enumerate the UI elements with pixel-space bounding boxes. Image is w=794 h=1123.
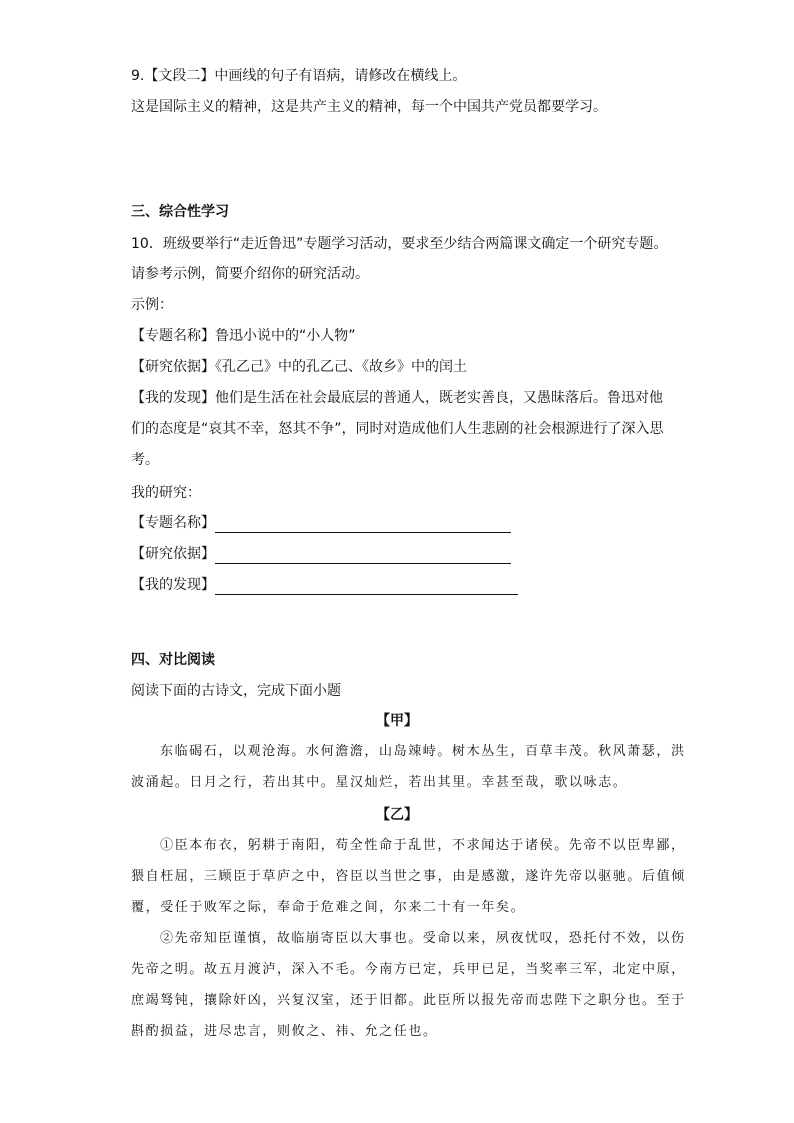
- example-finding-line3: 考。: [131, 452, 159, 468]
- my-basis-label: 【研究依据】: [131, 546, 215, 562]
- yi-p2-line1: ②先帝知臣谨慎，故临崩寄臣以大事也。受命以来，夙夜忧叹，恐托付不效，以伤: [160, 931, 686, 946]
- example-label: 示例：: [131, 297, 173, 313]
- yi-p2-line2: 先帝之明。故五月渡泸，深入不毛。今南方已定，兵甲已足，当奖率三军，北定中原，: [131, 962, 686, 977]
- example-basis: 【研究依据】《孔乙己》中的孔乙己、《故乡》中的闰土: [131, 359, 467, 375]
- example-finding-line2: 们的态度是“哀其不幸，怒其不争”，同时对造成他们人生悲剧的社会根源进行了深入思: [131, 421, 664, 437]
- topic-answer-blank[interactable]: [215, 516, 511, 533]
- jia-line1: 东临碣石，以观沧海。水何澹澹，山岛竦峙。树木丛生，百草丰茂。秋风萧瑟，洪: [160, 744, 686, 759]
- q9-sentence: 这是国际主义的精神，这是共产主义的精神，每一个中国共产党员都要学习。: [131, 99, 607, 115]
- my-research-label: 我的研究：: [131, 485, 201, 501]
- finding-answer-blank[interactable]: [215, 578, 518, 595]
- yi-p1-line2: 猥自枉屈，三顾臣于草庐之中，咨臣以当世之事，由是感激，遂许先帝以驱驰。后值倾: [131, 869, 686, 884]
- my-finding-row: [131, 575, 518, 595]
- yi-p2-line4: 斟酌损益，进尽忠言，则攸之、祎、允之任也。: [131, 1024, 438, 1039]
- q10-line2: 请参考示例，简要介绍你的研究活动。: [131, 266, 369, 282]
- my-topic-row: [131, 513, 511, 533]
- example-topic: 【专题名称】鲁迅小说中的“小人物”: [131, 328, 356, 344]
- yi-p1-line1: ①臣本布衣，躬耕于南阳，苟全性命于乱世，不求闻达于诸侯。先帝不以臣卑鄙，: [160, 838, 686, 853]
- q10-line1: 10．班级要举行“走近鲁迅”专题学习活动，要求至少结合两篇课文确定一个研究专题。: [131, 236, 668, 252]
- my-topic-label: 【专题名称】: [131, 515, 215, 531]
- jia-label: 【甲】: [376, 713, 418, 729]
- q9-prompt: 9.【文段二】中画线的句子有语病，请修改在横线上。: [131, 68, 467, 84]
- jia-line2: 波涌起。日月之行，若出其中。星汉灿烂，若出其里。幸甚至哉，歌以咏志。: [131, 775, 628, 790]
- example-finding-line1: 【我的发现】他们是生活在社会最底层的普通人，既老实善良，又愚昧落后。鲁迅对他: [131, 390, 663, 406]
- yi-p1-line3: 覆，受任于败军之际，奉命于危难之间，尔来二十有一年矣。: [131, 900, 526, 915]
- section4-title: 四、对比阅读: [131, 652, 215, 668]
- my-finding-label: 【我的发现】: [131, 577, 215, 593]
- section3-title: 三、综合性学习: [131, 204, 229, 220]
- yi-p2-line3: 庶竭驽钝，攘除奸凶，兴复汉室，还于旧都。此臣所以报先帝而忠陛下之职分也。至于: [131, 993, 686, 1008]
- basis-answer-blank[interactable]: [215, 547, 511, 564]
- my-basis-row: [131, 544, 511, 564]
- yi-label: 【乙】: [376, 807, 418, 823]
- section4-instruction: 阅读下面的古诗文，完成下面小题: [131, 683, 341, 699]
